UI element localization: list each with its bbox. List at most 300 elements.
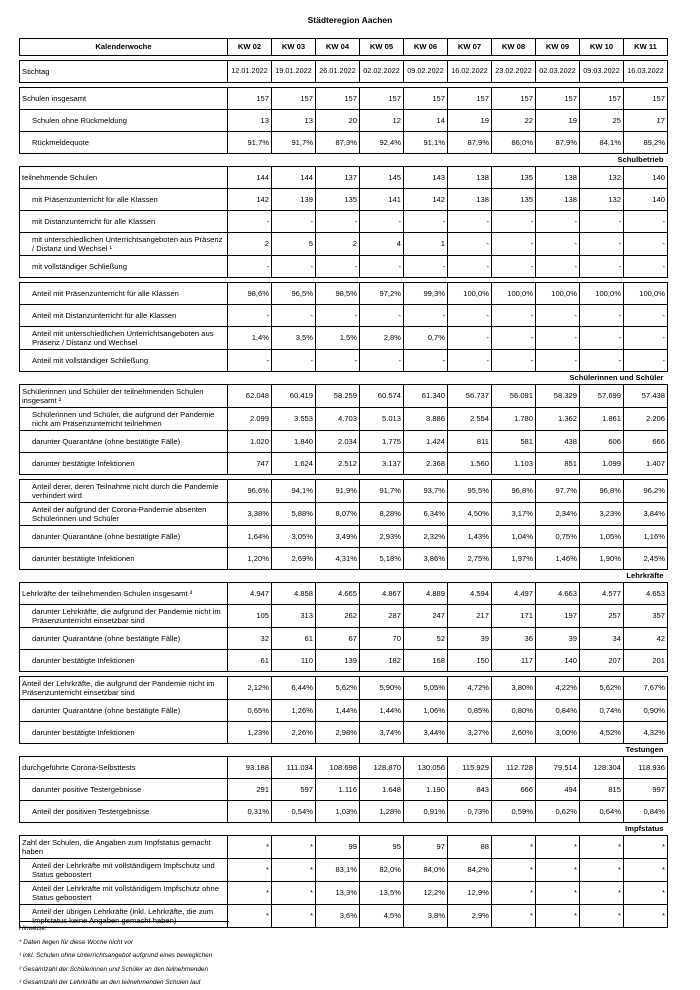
value-cell: 2,9% (448, 905, 492, 928)
stichtag-row (20, 61, 668, 83)
value-cell: 5,05% (404, 677, 448, 700)
row-label: mit unterschiedlichen Unterrichtsangeboten aus Präsenz / Distanz und Wechsel ¹ (20, 233, 228, 256)
date-cell: 19.01.2022 (272, 61, 316, 83)
value-cell: - (316, 350, 360, 372)
value-cell: 5,62% (316, 677, 360, 700)
value-cell: 17 (624, 110, 668, 132)
value-cell: 19 (448, 110, 492, 132)
row-label: Anteil der Lehrkräfte mit vollständigem Impfschutz und Status geboostert (20, 859, 228, 882)
value-cell: - (404, 256, 448, 278)
value-cell: 93.188 (228, 757, 272, 779)
value-cell: 95,5% (448, 480, 492, 503)
value-cell: 3,8% (404, 905, 448, 928)
value-cell: * (580, 905, 624, 928)
value-cell: - (228, 211, 272, 233)
value-cell: 157 (360, 88, 404, 110)
value-cell: 91,7% (360, 480, 404, 503)
value-cell: 815 (580, 779, 624, 801)
value-cell: 157 (492, 88, 536, 110)
table-row (20, 548, 668, 570)
value-cell: 0,75% (536, 526, 580, 548)
value-cell: 140 (536, 650, 580, 672)
value-cell: 2,26% (272, 722, 316, 744)
section-header-row (20, 570, 668, 583)
section-header-row (20, 154, 668, 167)
value-cell: 138 (536, 189, 580, 211)
value-cell: 157 (272, 88, 316, 110)
table-row (20, 431, 668, 453)
value-cell: * (536, 859, 580, 882)
value-cell: 93,7% (404, 480, 448, 503)
table-row (20, 132, 668, 154)
value-cell: 0,73% (448, 801, 492, 823)
table-body (20, 56, 668, 928)
value-cell: - (228, 350, 272, 372)
value-cell: 7,67% (624, 677, 668, 700)
row-label: Schulen insgesamt (20, 88, 228, 110)
value-cell: 3,27% (448, 722, 492, 744)
value-cell: - (624, 327, 668, 350)
value-cell: 140 (624, 189, 668, 211)
footnote-heading: Hinweise: (19, 925, 47, 932)
value-cell: 5,90% (360, 677, 404, 700)
value-cell: - (624, 233, 668, 256)
value-cell: * (624, 905, 668, 928)
value-cell: - (580, 211, 624, 233)
value-cell: 87,3% (316, 132, 360, 154)
value-cell: 100,0% (448, 283, 492, 305)
value-cell: - (624, 305, 668, 327)
row-label: mit vollständiger Schließung (20, 256, 228, 278)
row-label: Anteil der übrigen Lehrkräfte (inkl. Lehrkräfte, die zum Impfstatus keine Angaben gemacht haben) (20, 905, 228, 928)
table-row (20, 605, 668, 628)
row-label: darunter bestätigte Infektionen (20, 548, 228, 570)
table-row (20, 256, 668, 278)
value-cell: 597 (272, 779, 316, 801)
value-cell: 3,84% (624, 503, 668, 526)
value-cell: * (492, 905, 536, 928)
value-cell: 438 (536, 431, 580, 453)
value-cell: - (580, 233, 624, 256)
value-cell: - (360, 256, 404, 278)
value-cell: - (316, 211, 360, 233)
value-cell: 2.554 (448, 408, 492, 431)
row-label: Anteil der Lehrkräfte mit vollständigem Impfschutz ohne Status geboostert (20, 882, 228, 905)
footnotes (19, 921, 669, 990)
value-cell: 2,32% (404, 526, 448, 548)
value-cell: 3.553 (272, 408, 316, 431)
row-label: Anteil mit Präsenzunterricht für alle Klassen (20, 283, 228, 305)
value-cell: 4.577 (580, 583, 624, 605)
value-cell: 494 (536, 779, 580, 801)
week-header: KW 04 (316, 39, 360, 56)
value-cell: - (448, 256, 492, 278)
value-cell: 86,0% (492, 132, 536, 154)
value-cell: 3,49% (316, 526, 360, 548)
value-cell: 197 (536, 605, 580, 628)
statistics-table (19, 38, 668, 928)
row-label: Stichtag (20, 61, 228, 83)
value-cell: 57.438 (624, 385, 668, 408)
value-cell: 3,05% (272, 526, 316, 548)
value-cell: - (228, 256, 272, 278)
value-cell: 6,44% (272, 677, 316, 700)
footnote-item: * Daten liegen für diese Woche nicht vor (19, 938, 134, 946)
value-cell: - (448, 233, 492, 256)
value-cell: 201 (624, 650, 668, 672)
value-cell: 4.594 (448, 583, 492, 605)
value-cell: - (272, 256, 316, 278)
row-label: Anteil mit unterschiedlichen Unterrichtsangeboten aus Präsenz / Distanz und Wechsel (20, 327, 228, 350)
value-cell: 141 (360, 189, 404, 211)
date-cell: 16.02.2022 (448, 61, 492, 83)
value-cell: 62.048 (228, 385, 272, 408)
value-cell: 747 (228, 453, 272, 475)
row-label: Rückmeldequote (20, 132, 228, 154)
value-cell: 132 (580, 189, 624, 211)
row-label: Anteil mit Distanzunterricht für alle Klassen (20, 305, 228, 327)
value-cell: 0,31% (228, 801, 272, 823)
value-cell: 1.861 (580, 408, 624, 431)
value-cell: 100,0% (536, 283, 580, 305)
value-cell: - (360, 305, 404, 327)
value-cell: 79.514 (536, 757, 580, 779)
section-title: Lehrkräfte (20, 570, 668, 583)
value-cell: 287 (360, 605, 404, 628)
value-cell: 3,6% (316, 905, 360, 928)
value-cell: 4,31% (316, 548, 360, 570)
value-cell: 67 (316, 628, 360, 650)
table-row (20, 408, 668, 431)
value-cell: 4.663 (536, 583, 580, 605)
value-cell: - (536, 327, 580, 350)
value-cell: 262 (316, 605, 360, 628)
value-cell: 39 (536, 628, 580, 650)
value-cell: 1,43% (448, 526, 492, 548)
value-cell: 58.259 (316, 385, 360, 408)
value-cell: 4.947 (228, 583, 272, 605)
value-cell: - (316, 305, 360, 327)
date-cell: 12.01.2022 (228, 61, 272, 83)
value-cell: 100,0% (492, 283, 536, 305)
value-cell: 3.137 (360, 453, 404, 475)
value-cell: 0,91% (404, 801, 448, 823)
value-cell: - (536, 256, 580, 278)
value-cell: 313 (272, 605, 316, 628)
value-cell: 3,5% (272, 327, 316, 350)
row-label: darunter Quarantäne (ohne bestätigte Fälle) (20, 526, 228, 548)
value-cell: 2 (316, 233, 360, 256)
value-cell: 91,7% (272, 132, 316, 154)
value-cell: 12,2% (404, 882, 448, 905)
value-cell: * (536, 836, 580, 859)
value-cell: 1,26% (272, 700, 316, 722)
table-row (20, 779, 668, 801)
value-cell: 1,4% (228, 327, 272, 350)
value-cell: 99 (316, 836, 360, 859)
value-cell: 207 (580, 650, 624, 672)
section-header-row (20, 372, 668, 385)
value-cell: 4,32% (624, 722, 668, 744)
value-cell: * (228, 905, 272, 928)
value-cell: 3,86% (404, 548, 448, 570)
value-cell: 19 (536, 110, 580, 132)
row-label: darunter Lehrkräfte, die aufgrund der Pandemie nicht im Präsenzunterricht einsetzbar sind (20, 605, 228, 628)
value-cell: 89,2% (624, 132, 668, 154)
value-cell: 52 (404, 628, 448, 650)
value-cell: 1,5% (316, 327, 360, 350)
value-cell: 13,3% (316, 882, 360, 905)
value-cell: 0,90% (624, 700, 668, 722)
value-cell: - (228, 305, 272, 327)
value-cell: 98,6% (228, 283, 272, 305)
value-cell: 4.665 (316, 583, 360, 605)
value-cell: 157 (316, 88, 360, 110)
value-cell: 92,4% (360, 132, 404, 154)
value-cell: 91,7% (228, 132, 272, 154)
value-cell: 2.206 (624, 408, 668, 431)
value-cell: 1.116 (316, 779, 360, 801)
value-cell: 3,80% (492, 677, 536, 700)
value-cell: 96,6% (228, 480, 272, 503)
value-cell: 2,98% (316, 722, 360, 744)
value-cell: 1,28% (360, 801, 404, 823)
value-cell: - (492, 327, 536, 350)
value-cell: 3.886 (404, 408, 448, 431)
value-cell: 1,23% (228, 722, 272, 744)
value-cell: 135 (316, 189, 360, 211)
value-cell: 0,85% (448, 700, 492, 722)
value-cell: 61 (272, 628, 316, 650)
footnote-item: ² Gesamtzahl der Schülerinnen und Schüler an den teilnehmenden (19, 965, 208, 973)
value-cell: 20 (316, 110, 360, 132)
value-cell: 83,1% (316, 859, 360, 882)
value-cell: 61.340 (404, 385, 448, 408)
value-cell: 1.020 (228, 431, 272, 453)
value-cell: * (624, 836, 668, 859)
table-row (20, 583, 668, 605)
date-cell: 09.03.2022 (580, 61, 624, 83)
value-cell: 0,59% (492, 801, 536, 823)
value-cell: 4,5% (360, 905, 404, 928)
table-row (20, 526, 668, 548)
value-cell: * (272, 836, 316, 859)
value-cell: 3,44% (404, 722, 448, 744)
row-label: mit Distanzunterricht für alle Klassen (20, 211, 228, 233)
value-cell: * (580, 859, 624, 882)
row-label: darunter Quarantäne (ohne bestätigte Fälle) (20, 700, 228, 722)
value-cell: 97 (404, 836, 448, 859)
row-label: Anteil derer, deren Teilnahme nicht durch die Pandemie verhindert wird (20, 480, 228, 503)
value-cell: 8,28% (360, 503, 404, 526)
value-cell: 4.889 (404, 583, 448, 605)
value-cell: - (492, 305, 536, 327)
value-cell: 0,62% (536, 801, 580, 823)
value-cell: 1.362 (536, 408, 580, 431)
value-cell: 5,18% (360, 548, 404, 570)
value-cell: 5.013 (360, 408, 404, 431)
value-cell: 851 (536, 453, 580, 475)
value-cell: 14 (404, 110, 448, 132)
value-cell: 5,88% (272, 503, 316, 526)
value-cell: 257 (580, 605, 624, 628)
value-cell: 0,74% (580, 700, 624, 722)
value-cell: 128.304 (580, 757, 624, 779)
value-cell: 4.703 (316, 408, 360, 431)
value-cell: 111.034 (272, 757, 316, 779)
table-row (20, 700, 668, 722)
value-cell: * (624, 882, 668, 905)
value-cell: - (404, 305, 448, 327)
value-cell: 1,46% (536, 548, 580, 570)
row-label: Schülerinnen und Schüler der teilnehmenden Schulen insgesamt ² (20, 385, 228, 408)
table-row (20, 453, 668, 475)
row-label: darunter bestätigte Infektionen (20, 722, 228, 744)
value-cell: 100,0% (580, 283, 624, 305)
value-cell: 4 (360, 233, 404, 256)
value-cell: 138 (448, 167, 492, 189)
value-cell: 138 (536, 167, 580, 189)
value-cell: 157 (624, 88, 668, 110)
value-cell: 58.329 (536, 385, 580, 408)
value-cell: 157 (580, 88, 624, 110)
value-cell: 97,7% (536, 480, 580, 503)
value-cell: 61 (228, 650, 272, 672)
value-cell: 0,65% (228, 700, 272, 722)
value-cell: - (316, 256, 360, 278)
table-row (20, 167, 668, 189)
value-cell: 3,38% (228, 503, 272, 526)
value-cell: - (492, 211, 536, 233)
value-cell: 0,7% (404, 327, 448, 350)
value-cell: - (404, 350, 448, 372)
value-cell: 39 (448, 628, 492, 650)
value-cell: 2.368 (404, 453, 448, 475)
value-cell: - (272, 350, 316, 372)
value-cell: 112.728 (492, 757, 536, 779)
header-row (20, 39, 668, 56)
table-row (20, 189, 668, 211)
table-row (20, 650, 668, 672)
table-row (20, 882, 668, 905)
value-cell: 140 (624, 167, 668, 189)
value-cell: 3,74% (360, 722, 404, 744)
value-cell: 1,06% (404, 700, 448, 722)
value-cell: 182 (360, 650, 404, 672)
value-cell: - (448, 211, 492, 233)
value-cell: 811 (448, 431, 492, 453)
value-cell: 1.840 (272, 431, 316, 453)
value-cell: 88 (448, 836, 492, 859)
row-label: teilnehmende Schulen (20, 167, 228, 189)
value-cell: 115.929 (448, 757, 492, 779)
value-cell: 1.648 (360, 779, 404, 801)
footnote-item: ¹ inkl. Schulen ohne Unterrichtsangebot aufgrund eines beweglichen (19, 952, 213, 959)
value-cell: - (272, 305, 316, 327)
value-cell: 22 (492, 110, 536, 132)
row-label: durchgeführte Corona-Selbsttests (20, 757, 228, 779)
value-cell: - (580, 305, 624, 327)
value-cell: * (492, 859, 536, 882)
value-cell: 82,0% (360, 859, 404, 882)
value-cell: 132 (580, 167, 624, 189)
value-cell: 843 (448, 779, 492, 801)
value-cell: * (536, 905, 580, 928)
value-cell: - (580, 256, 624, 278)
value-cell: 2,34% (536, 503, 580, 526)
value-cell: 1,04% (492, 526, 536, 548)
value-cell: 0,84% (624, 801, 668, 823)
value-cell: 2,8% (360, 327, 404, 350)
value-cell: - (448, 327, 492, 350)
table-row (20, 327, 668, 350)
value-cell: 1.560 (448, 453, 492, 475)
row-label: darunter positive Testergebnisse (20, 779, 228, 801)
value-cell: 1.780 (492, 408, 536, 431)
value-cell: * (492, 836, 536, 859)
value-cell: * (624, 859, 668, 882)
value-cell: 3,00% (536, 722, 580, 744)
section-header-row (20, 823, 668, 836)
value-cell: 145 (360, 167, 404, 189)
row-label: darunter Quarantäne (ohne bestätigte Fälle) (20, 628, 228, 650)
value-cell: * (228, 859, 272, 882)
value-cell: 57.699 (580, 385, 624, 408)
section-header-row (20, 744, 668, 757)
value-cell: 98,5% (316, 283, 360, 305)
value-cell: 1.775 (360, 431, 404, 453)
value-cell: 1,90% (580, 548, 624, 570)
value-cell: 143 (404, 167, 448, 189)
row-label: Anteil der positiven Testergebnisse (20, 801, 228, 823)
value-cell: * (228, 836, 272, 859)
footnote-item: ³ Gesamtzahl der Lehrkräfte an den teilnehmenden Schulen laut (19, 979, 201, 986)
value-cell: 1.190 (404, 779, 448, 801)
value-cell: 666 (624, 431, 668, 453)
value-cell: - (536, 211, 580, 233)
value-cell: 2.099 (228, 408, 272, 431)
value-cell: 1,44% (316, 700, 360, 722)
value-cell: 1,64% (228, 526, 272, 548)
value-cell: 291 (228, 779, 272, 801)
value-cell: 97,2% (360, 283, 404, 305)
value-cell: - (492, 233, 536, 256)
section-title: Schülerinnen und Schüler (20, 372, 668, 385)
value-cell: - (580, 327, 624, 350)
row-label: mit Präsenzunterricht für alle Klassen (20, 189, 228, 211)
value-cell: 168 (404, 650, 448, 672)
table-row (20, 503, 668, 526)
value-cell: 70 (360, 628, 404, 650)
value-cell: 1.624 (272, 453, 316, 475)
value-cell: 108.698 (316, 757, 360, 779)
value-cell: 157 (448, 88, 492, 110)
value-cell: 34 (580, 628, 624, 650)
value-cell: 0,84% (536, 700, 580, 722)
value-cell: 110 (272, 650, 316, 672)
value-cell: 135 (492, 167, 536, 189)
value-cell: 94,1% (272, 480, 316, 503)
value-cell: 2 (228, 233, 272, 256)
value-cell: 3,17% (492, 503, 536, 526)
value-cell: 12,9% (448, 882, 492, 905)
value-cell: 139 (272, 189, 316, 211)
row-label: darunter bestätigte Infektionen (20, 650, 228, 672)
header-label: Kalenderwoche (20, 39, 228, 56)
value-cell: 1 (404, 233, 448, 256)
value-cell: 171 (492, 605, 536, 628)
value-cell: 0,64% (580, 801, 624, 823)
